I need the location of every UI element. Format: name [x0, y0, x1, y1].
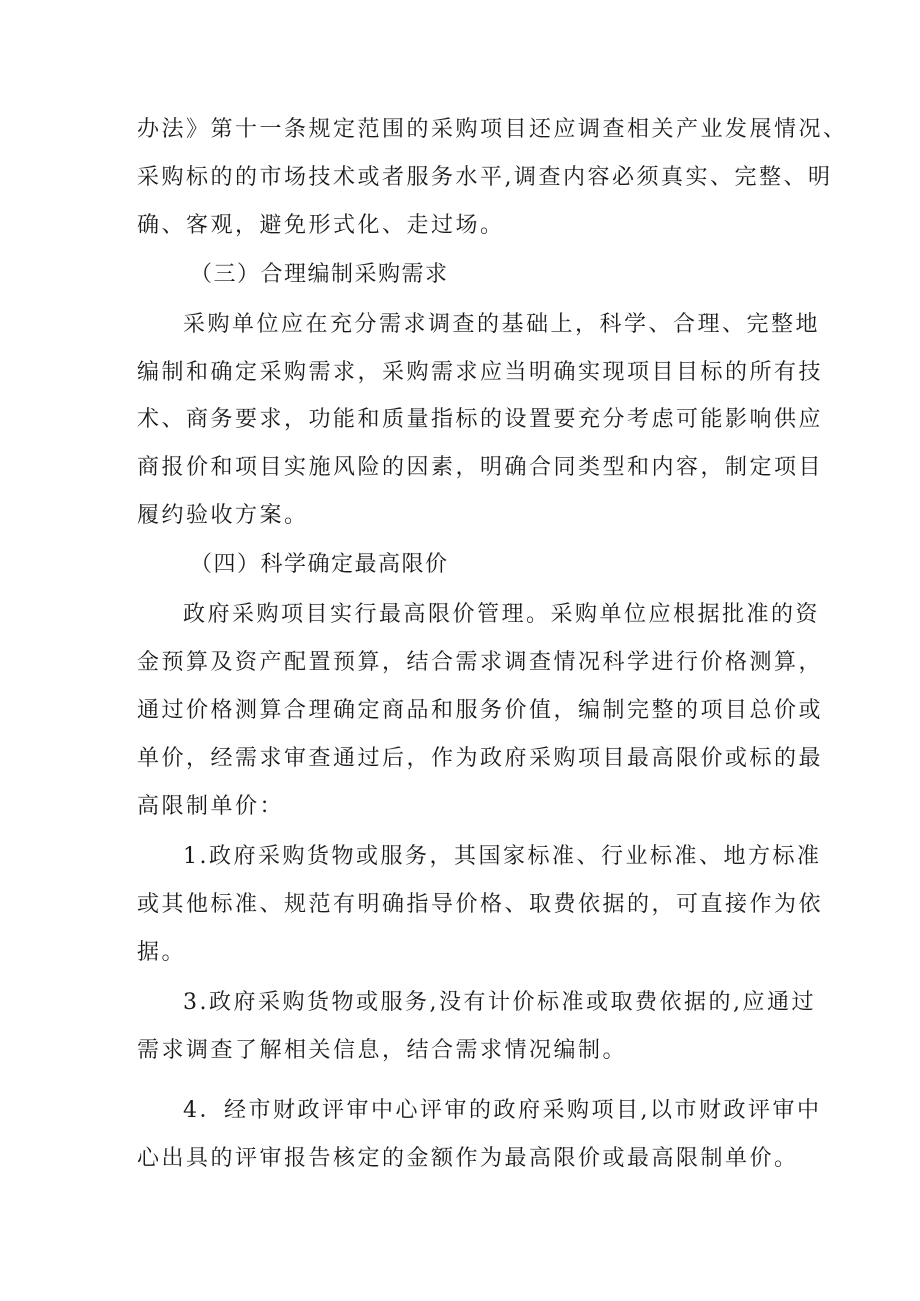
list-item-line: 1.政府采购货物或服务，其国家标准、行业标准、地方标准: [183, 844, 822, 869]
paragraph-line: 术、商务要求，功能和质量指标的设置要充分考虑可能影响供应: [137, 407, 824, 432]
paragraph-line: 采购单位应在充分需求调查的基础上，科学、合理、完整地: [183, 312, 821, 337]
paragraph-line: 高限制单价：: [137, 794, 285, 819]
paragraph-line: 商报价和项目实施风险的因素，明确合同类型和内容，制定项目: [137, 455, 824, 480]
section-heading-4: （四）科学确定最高限价: [190, 552, 449, 577]
list-item-line: 3.政府采购货物或服务,没有计价标准或取费依据的,应通过: [183, 990, 816, 1015]
paragraph-line: 办法》第十一条规定范围的采购项目还应调查相关产业发展情况、: [137, 117, 848, 142]
paragraph-line: 采购标的的市场技术或者服务水平,调查内容必须真实、完整、明: [137, 165, 833, 190]
paragraph-line: 编制和确定采购需求，采购需求应当明确实现项目目标的所有技: [137, 360, 824, 385]
paragraph-line: 金预算及资产配置预算，结合需求调查情况科学进行价格测算，: [137, 650, 824, 675]
paragraph-line: 通过价格测算合理确定商品和服务价值，编制完整的项目总价或: [137, 698, 824, 723]
paragraph-line: 确、客观，避免形式化、走过场。: [137, 213, 505, 238]
list-item-line: 4．经市财政评审中心评审的政府采购项目,以市财政评审中: [183, 1098, 822, 1123]
paragraph-line: 履约验收方案。: [137, 503, 309, 528]
section-heading-3: （三）合理编制采购需求: [190, 262, 449, 287]
list-item-line: 据。: [137, 940, 187, 965]
list-item-line: 需求调查了解相关信息，结合需求情况编制。: [137, 1038, 628, 1063]
paragraph-line: 政府采购项目实行最高限价管理。采购单位应根据批准的资: [183, 602, 821, 627]
list-item-line: 或其他标准、规范有明确指导价格、取费依据的，可直接作为依: [137, 892, 824, 917]
paragraph-line: 单价，经需求审查通过后，作为政府采购项目最高限价或标的最: [137, 746, 824, 771]
list-item-line: 心出具的评审报告核定的金额作为最高限价或最高限制单价。: [137, 1146, 799, 1171]
